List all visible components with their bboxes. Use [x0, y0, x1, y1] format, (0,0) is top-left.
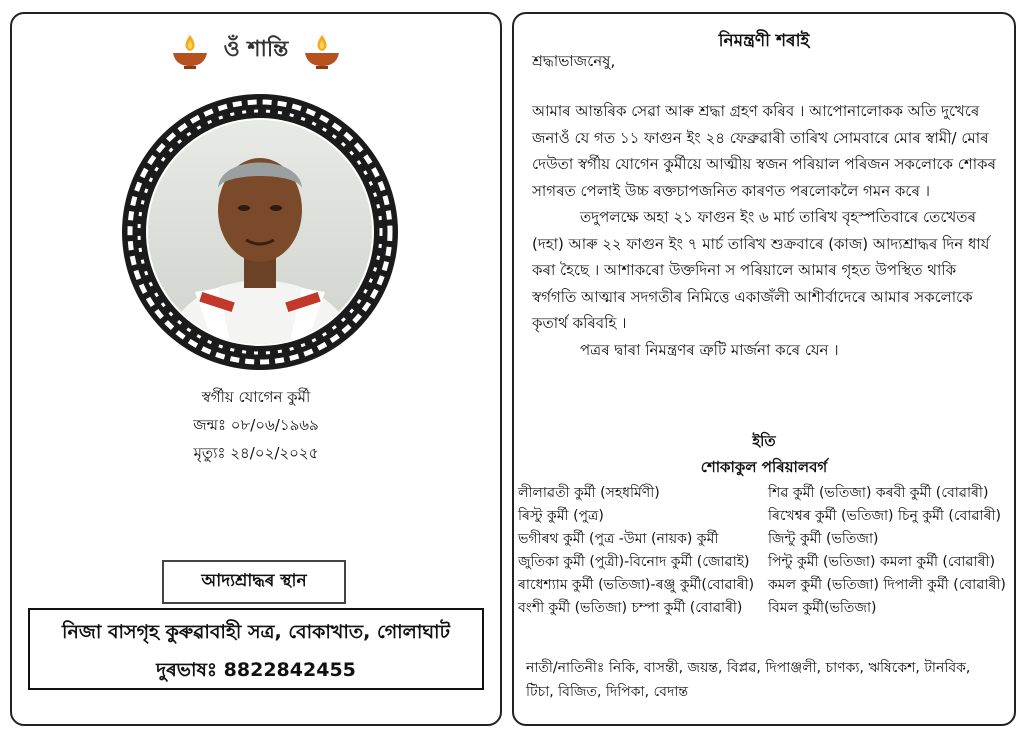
- invitation-heading: নিমন্ত্ৰণী শৰাই: [718, 31, 810, 51]
- list-item: ভগীৰথ কুৰ্মী (পুত্ৰ -উমা (নায়ক) কুৰ্মী: [518, 531, 719, 547]
- birth-date: জন্মঃ ০৮/০৬/১৯৬৯: [193, 416, 319, 434]
- death-date: মৃত্যুঃ ২৪/০২/২০২৫: [193, 444, 319, 462]
- list-item: জিন্টু কুৰ্মী (ভতিজা): [768, 531, 879, 547]
- list-item: লীলাৱতী কুৰ্মী (সহধৰ্মিণী): [518, 485, 660, 501]
- deceased-name: স্বৰ্গীয় যোগেন কুৰ্মী: [201, 388, 311, 406]
- portrait-frame: [120, 92, 400, 372]
- list-item: কমল কুৰ্মী (ভতিজা) দিপালী কুৰ্মী (বোৱাৰী): [768, 577, 1006, 593]
- list-item: ৰিস্টু কুৰ্মী (পুত্ৰ): [518, 508, 604, 524]
- list-item: বিমল কুৰ্মী(ভতিজা): [768, 600, 877, 616]
- iti-label: ইতি: [752, 432, 776, 450]
- invitation-card-right: [512, 12, 1016, 726]
- paragraph: আমাৰ আন্তৰিক সেৱা আৰু শ্ৰদ্ধা গ্ৰহণ কৰিব । আপোনালোকক অতি দুখেৰে জনাওঁ যে গত ১১ ফাগুন ইং ২৪ ফেব্ৰুৱাৰী তাৰিখ সোমবাৰে মোৰ স্বামী/ মোৰ দেউতা স্বৰ্গীয় যোগেন কুৰ্মীয়ে আত্মীয় স্বজন পৰিয়াল পৰিজন সকলোকে শোকৰ সাগৰত পেলাই উচ্চ ৰক্তচাপজনিত কাৰণত পৰলোকলৈ গমন কৰে ।: [532, 102, 997, 200]
- page-title: ওঁ শান্তি: [223, 37, 289, 62]
- list-item: বংশী কুৰ্মী (ভতিজা) চম্পা কুৰ্মী (বোৱাৰী): [518, 600, 743, 616]
- list-item: পিন্টু কুৰ্মী (ভতিজা) কমলা কুৰ্মী (বোৱাৰী): [768, 554, 996, 570]
- family-title: শোকাকুল পৰিয়ালবৰ্গ: [700, 458, 828, 476]
- address: নিজা বাসগৃহ কুৰুৱাবাহী সত্ৰ, বোকাখাত, গোলাঘাট: [62, 621, 450, 643]
- family-list-left: [518, 482, 754, 620]
- invitation-body: [532, 98, 1002, 363]
- phone-number: দুৰভাষঃ 8822842455: [156, 659, 356, 681]
- family-list-right: [768, 482, 1006, 620]
- greeting: শ্ৰদ্ধাভাজনেষু,: [532, 52, 616, 70]
- ceremony-place-label: আদ্যশ্ৰাদ্ধৰ স্থান: [162, 560, 346, 604]
- list-item: ৰাধেশ্যাম কুৰ্মী (ভতিজা)-ৰঞ্জু কুৰ্মী(বোৱাৰী): [518, 577, 755, 593]
- list-item: জুতিকা কুৰ্মী (পুত্ৰী)-বিনোদ কুৰ্মী (জোৱাই): [518, 554, 750, 570]
- memorial-card-left: [10, 12, 502, 726]
- diya-lamp-icon: [302, 33, 342, 69]
- list-item: শিৱ কুৰ্মী (ভতিজা) কৰবী কুৰ্মী (বোৱাৰী): [768, 485, 989, 501]
- grandchildren-list: নাতী/নাতিনীঃ নিকি, বাসন্তী, জয়ন্ত, বিপ্লৱ, দিপাঞ্জলী, চাণক্য, ঋষিকেশ, টানবিক, টিচা, বিজিত, দিপিকা, বেদান্ত: [526, 660, 971, 700]
- list-item: ৰিখেশ্বৰ কুৰ্মী (ভতিজা) চিনু কুৰ্মী (বোৱাৰী): [768, 508, 1001, 524]
- portrait-photo: [120, 92, 400, 372]
- paragraph: তদুপলক্ষে অহা ২১ ফাগুন ইং ৬ মাৰ্চ তাৰিখ বৃহস্পতিবাৰে তেখেতৰ (দহা) আৰু ২২ ফাগুন ইং ৭ মাৰ্চ তাৰিখ শুক্ৰবাৰে (কাজ) আদ্যশ্ৰাদ্ধৰ দিন ধাৰ্য কৰা হৈছে । আশাকৰো উক্তদিনা স পৰিয়ালে আমাৰ গৃহত উপস্থিত থাকি স্বৰ্গগতি আত্মাৰ সদগতীৰ নিমিত্তে একাজঁলী আশীৰ্বাদেৰে আমাৰ সকলোকে কৃতাৰ্থ কৰিবহি ।: [532, 208, 990, 332]
- title-row: [12, 32, 500, 69]
- paragraph: পত্ৰৰ দ্বাৰা নিমন্ত্ৰণৰ ত্ৰুটি মাৰ্জনা কৰে যেন ।: [580, 340, 839, 359]
- address-box: [28, 608, 484, 690]
- diya-lamp-icon: [170, 33, 210, 69]
